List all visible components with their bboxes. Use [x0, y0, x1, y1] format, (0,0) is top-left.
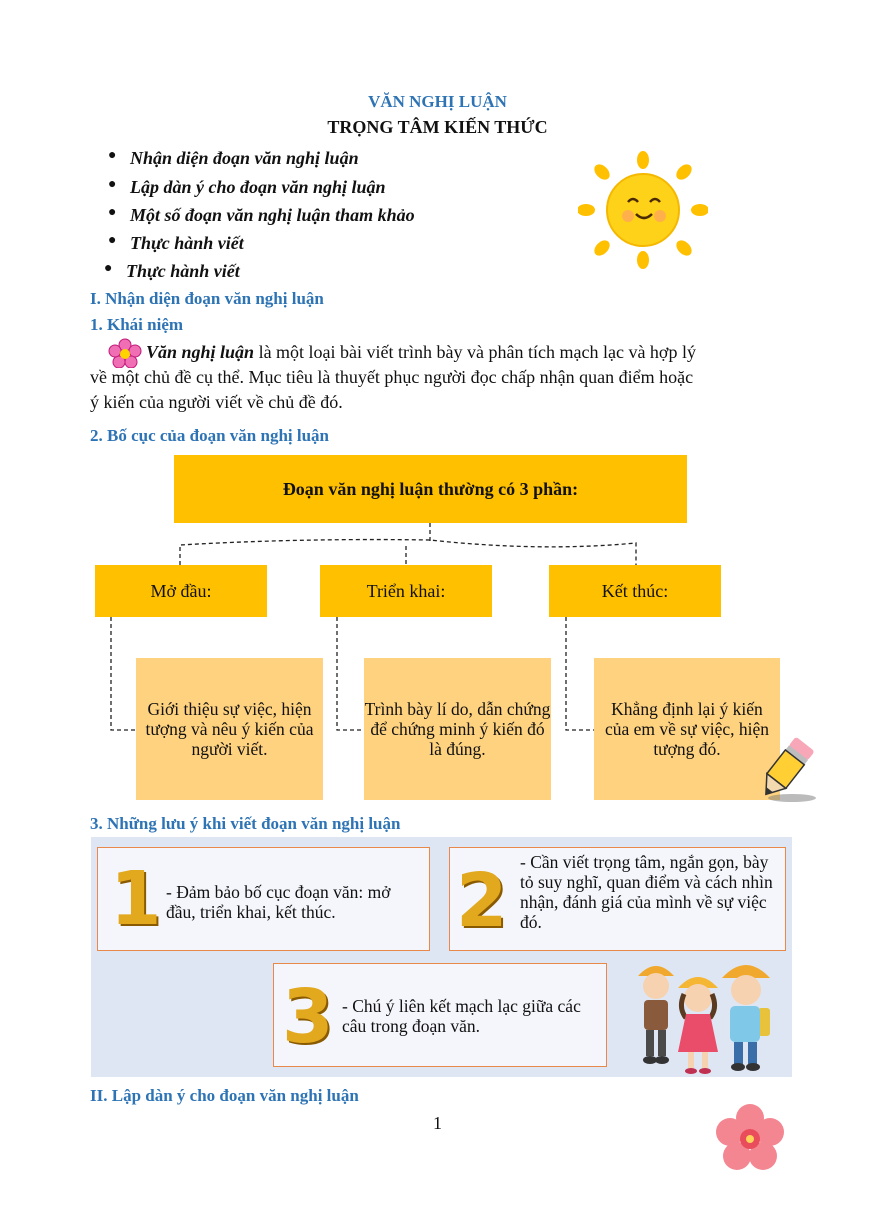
subsection-heading: 3. Những lưu ý khi viết đoạn văn nghị luận	[90, 814, 401, 833]
note-text: - Đảm bảo bố cục đoạn văn: mở đầu, triển khai, kết thúc.	[166, 882, 391, 922]
part-label-box: Mở đầu:	[95, 565, 267, 617]
section-heading: II. Lập dàn ý cho đoạn văn nghị luận	[90, 1086, 359, 1105]
subsection-heading: 2. Bố cục của đoạn văn nghị luận	[90, 426, 330, 445]
part-label-box: Kết thúc:	[549, 565, 721, 617]
definition-line: là một loại bài viết trình bày và phân tích mạch lạc và hợp lý	[258, 342, 696, 362]
note-card	[97, 847, 430, 951]
definition-line: ý kiến của người viết về chủ đề đó.	[90, 392, 343, 412]
subsection-heading: 1. Khái niệm	[90, 315, 184, 334]
note-text: - Cần viết trọng tâm, ngắn gọn, bày tỏ suy nghĩ, quan điểm và cách nhìn nhận, đánh giá của mình về sự việc đó.	[520, 852, 773, 932]
note-card	[273, 963, 607, 1067]
part-label-box: Triển khai:	[320, 565, 492, 617]
page-number: 1	[433, 1113, 442, 1133]
note-text: - Chú ý liên kết mạch lạc giữa các câu trong đoạn văn.	[342, 996, 581, 1036]
pencil-icon	[752, 732, 822, 806]
part-desc-box: Khẳng định lại ý kiến của em về sự việc, hiện tượng đó.	[594, 658, 780, 800]
section-heading: I. Nhận diện đoạn văn nghị luận	[90, 289, 324, 308]
diagram-root-box: Đoạn văn nghị luận thường có 3 phần:	[174, 455, 687, 523]
doc-subtitle: TRỌNG TÂM KIẾN THỨC	[327, 117, 548, 137]
definition-term: Văn nghị luận	[146, 342, 255, 362]
doc-title: VĂN NGHỊ LUẬN	[368, 92, 507, 111]
part-desc-box: Trình bày lí do, dẫn chứng để chứng minh ý kiến đó là đúng.	[364, 658, 551, 800]
number-two-icon: 2	[456, 858, 508, 944]
note-card	[449, 847, 786, 951]
number-one-icon: 1	[110, 856, 162, 942]
number-three-icon: 3	[282, 974, 334, 1060]
pink-flower-icon	[715, 1104, 785, 1174]
definition-line: về một chủ đề cụ thể. Mục tiêu là thuyết phục người đọc chấp nhận quan điểm hoặc	[90, 367, 694, 387]
part-desc-box: Giới thiệu sự việc, hiện tượng và nêu ý kiến của người viết.	[136, 658, 323, 800]
children-icon	[630, 954, 780, 1078]
